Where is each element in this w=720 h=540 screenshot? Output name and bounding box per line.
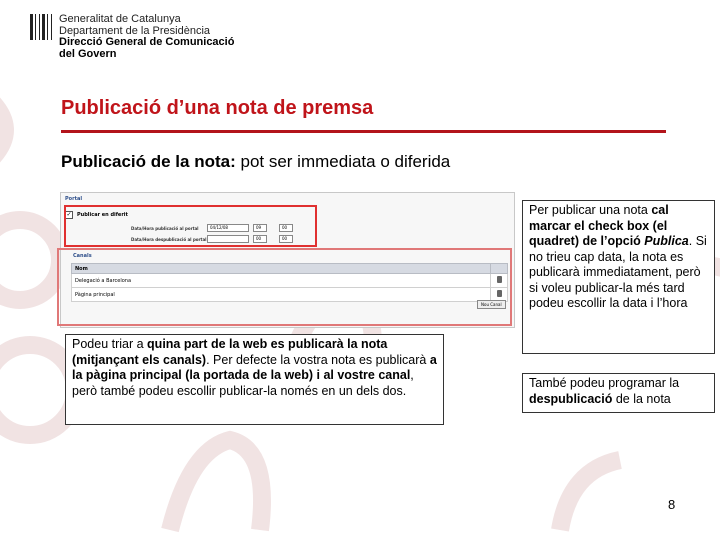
logo: [30, 14, 234, 60]
publish-deferred-checkbox[interactable]: ✓: [66, 211, 72, 218]
callout-text: També podeu programar la: [529, 376, 680, 390]
subtitle-bold: Publicació de la nota:: [61, 152, 236, 171]
page-number: 8: [668, 497, 676, 512]
title-divider: [61, 130, 666, 133]
highlight-publish-options: [64, 205, 317, 247]
callout-text: . Si no trieu cap data, la nota es publicarà immediatament, però si voleu publicar-la més tard podeu escollir la data i l’hora: [529, 234, 707, 310]
callout-text: . Per defecte la vostra nota es publicarà: [206, 352, 430, 367]
publish-deferred-label: Publicar en diferit: [77, 212, 128, 218]
unpublish-hour-select[interactable]: 00: [253, 235, 267, 243]
org-name: [59, 14, 234, 60]
callout-publish-checkbox: [522, 200, 715, 354]
unpublish-minute-select[interactable]: 00: [279, 235, 293, 243]
callout-italic: Publica: [644, 234, 689, 248]
callout-bold: quina part de la web es publicarà la nota (mitjançant els canals): [72, 337, 388, 367]
org-line: Direcció General de Comunicació: [59, 36, 235, 48]
channel-name: Pàgina principal: [72, 288, 491, 302]
new-channel-button[interactable]: Nou Canal: [477, 300, 506, 309]
callout-unpublish: [522, 373, 715, 413]
callout-text: Podeu triar a: [72, 337, 148, 351]
publish-hour-select[interactable]: 09: [253, 224, 267, 232]
subtitle-rest: pot ser immediata o diferida: [235, 152, 451, 171]
callout-text: de la nota: [612, 391, 671, 406]
callout-channels: [65, 334, 444, 425]
highlight-channels: [57, 248, 512, 326]
channel-name: Delegació a Barcelona: [72, 274, 491, 288]
callout-bold: cal marcar el check box (el quadret) de l’opció: [529, 203, 669, 248]
page-title: Publicació d’una nota de premsa: [61, 97, 374, 119]
callout-bold: despublicació: [529, 391, 613, 406]
column-header: Nom: [72, 264, 491, 274]
org-line: Generalitat de Catalunya: [59, 13, 181, 25]
publish-date-label: Data/Hora publicació al portal: [131, 226, 199, 231]
org-line: Departament de la Presidència: [59, 24, 211, 37]
org-line: del Govern: [59, 47, 117, 60]
publish-date-input[interactable]: 04/12/08: [207, 224, 249, 232]
subtitle: [61, 152, 450, 172]
panel-header: Portal: [65, 196, 83, 202]
generalitat-emblem-icon: [30, 14, 52, 40]
callout-text: Per publicar una nota: [529, 203, 652, 217]
canals-header: Canals: [73, 253, 92, 259]
unpublish-date-label: Data/Hora despublicació al portal: [131, 237, 207, 242]
callout-text: , però també podeu escollir publicar-la només en un dels dos.: [72, 368, 414, 398]
publish-minute-select[interactable]: 00: [279, 224, 293, 232]
callout-bold: a la pàgina principal (la portada de la web) i al vostre canal: [72, 352, 437, 382]
